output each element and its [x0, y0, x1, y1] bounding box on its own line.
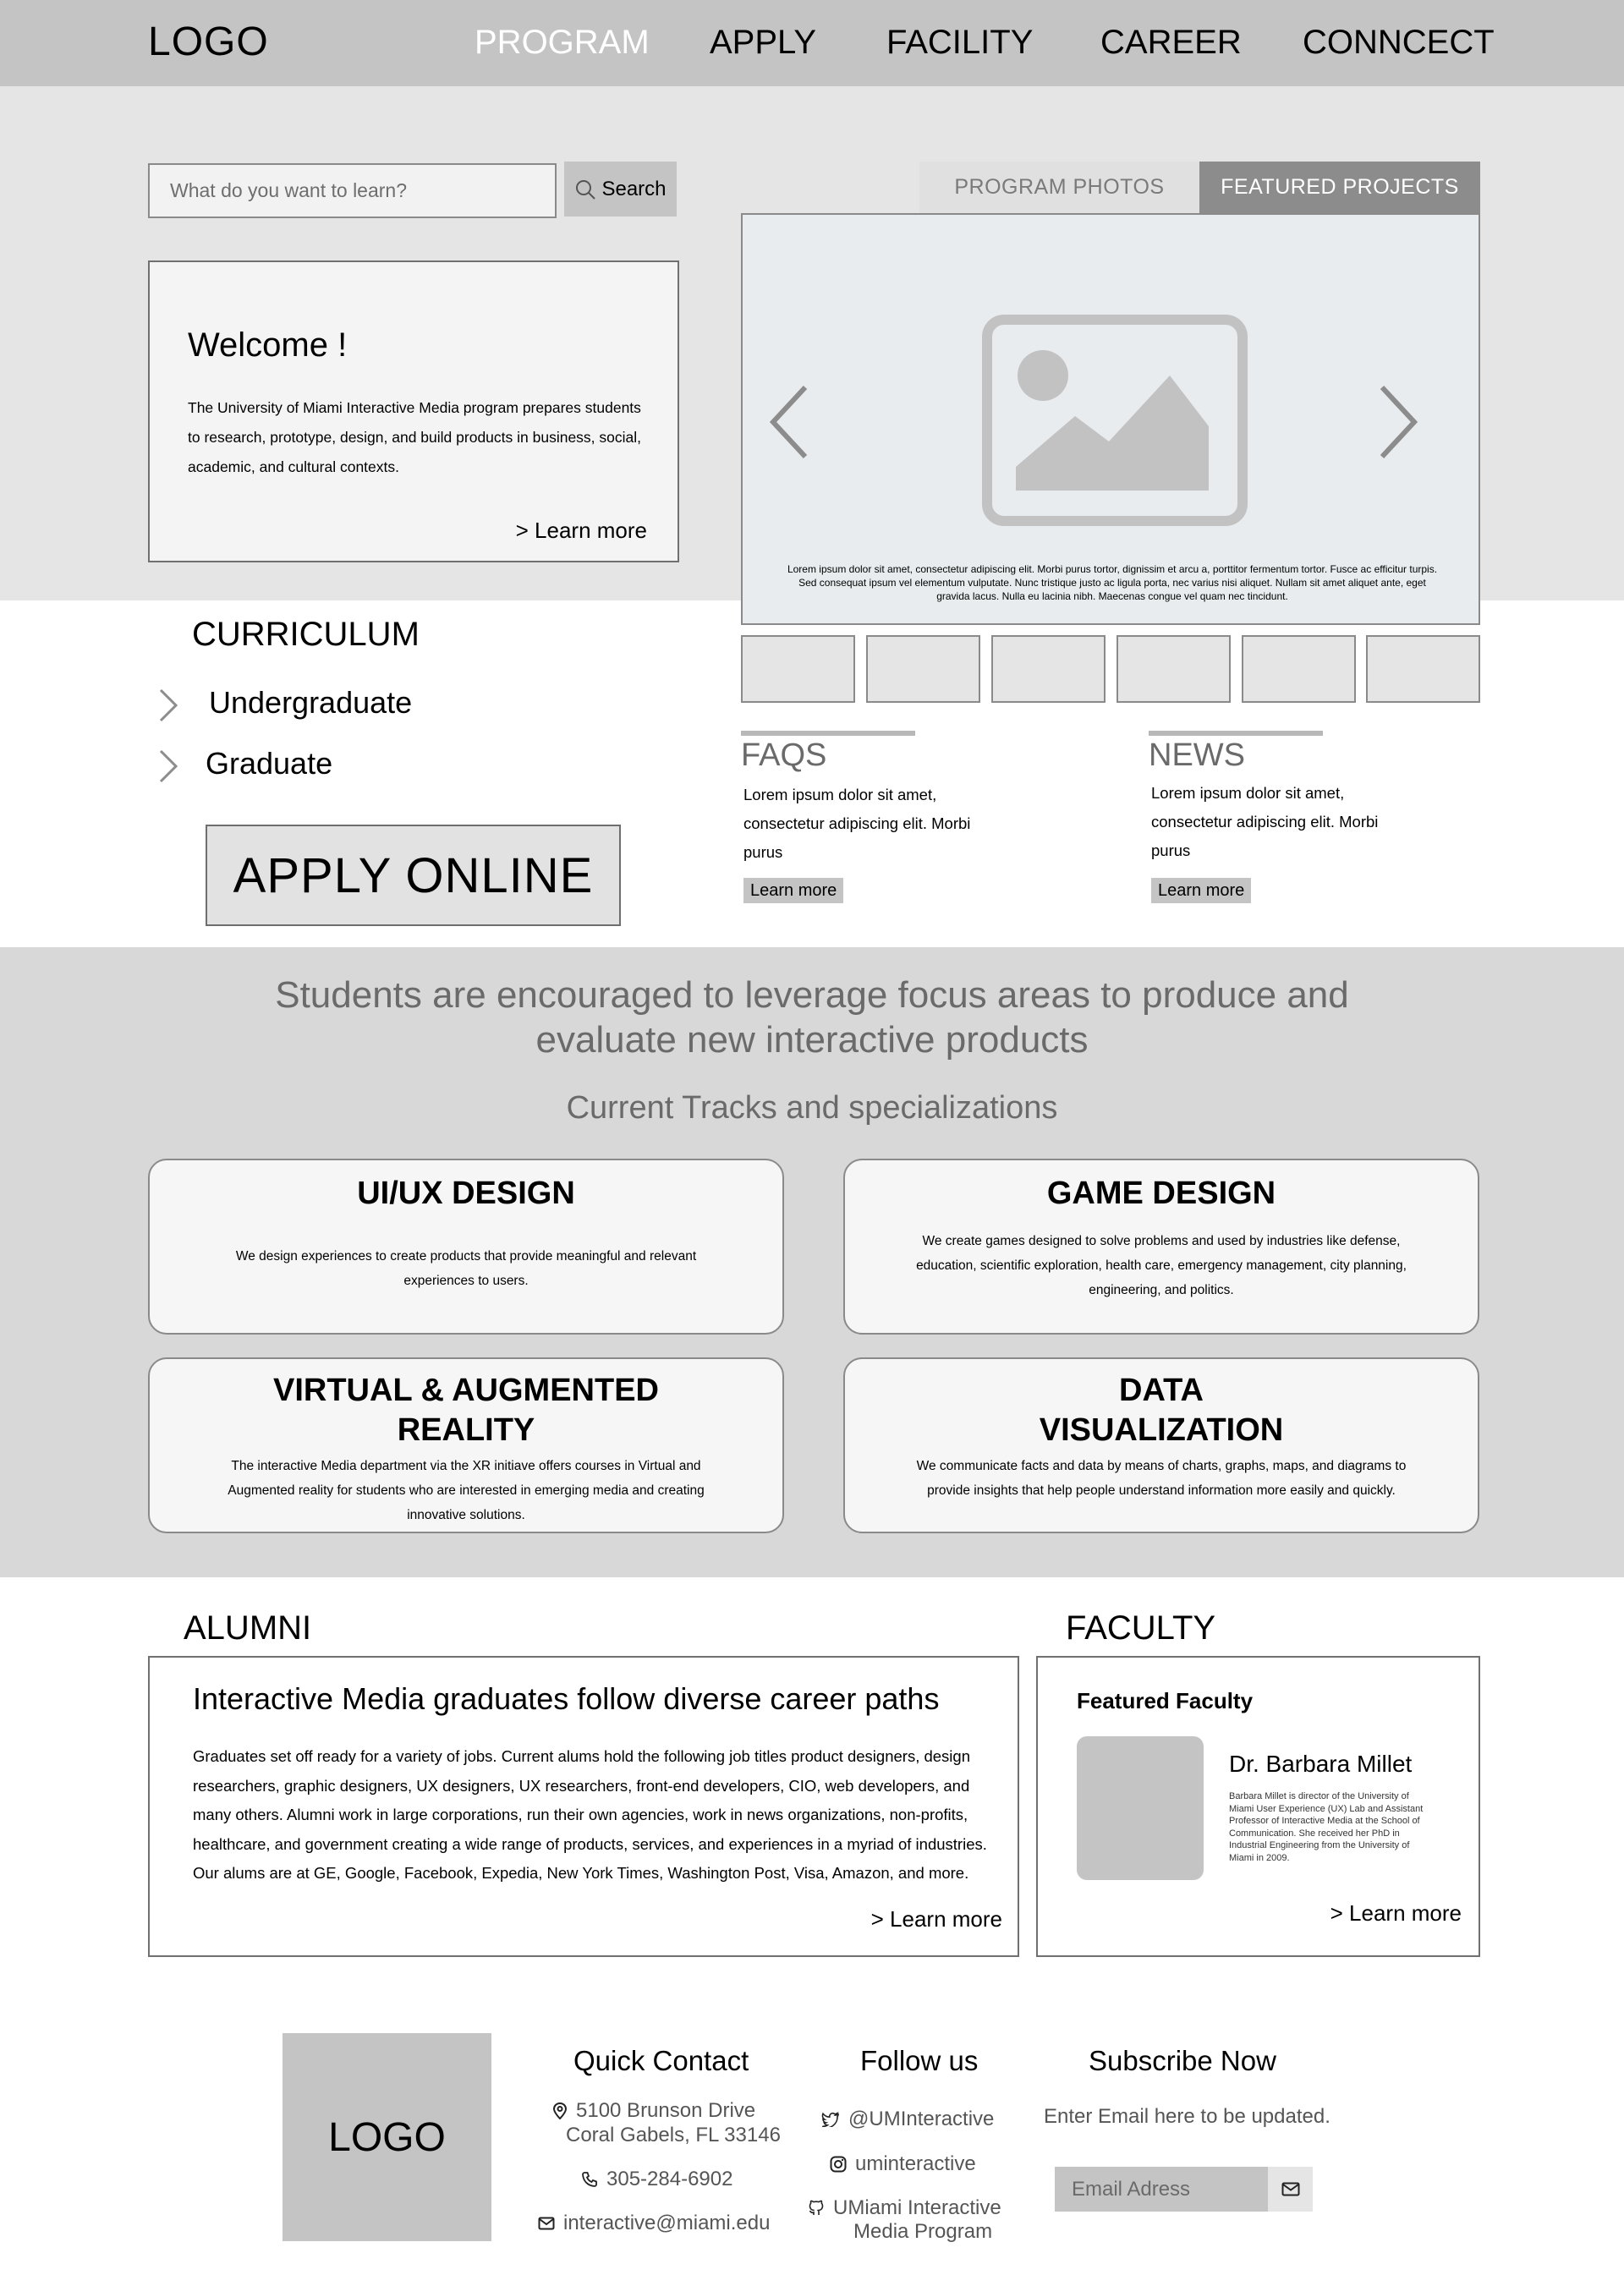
track-card-uiux[interactable]	[148, 1159, 784, 1335]
email-address: interactive@miami.edu	[563, 2212, 771, 2234]
faculty-name: Dr. Barbara Millet	[1229, 1751, 1413, 1777]
faculty-photo	[1077, 1736, 1204, 1880]
twitter-handle: @UMInteractive	[848, 2108, 995, 2130]
news-title: NEWS	[1149, 737, 1245, 773]
phone-number: 305-284-6902	[606, 2168, 733, 2190]
search-input[interactable]	[148, 163, 557, 218]
github-link[interactable]	[808, 2196, 1001, 2220]
thumbnail[interactable]	[1116, 635, 1231, 703]
phone-icon	[581, 2171, 598, 2188]
quick-contact-title: Quick Contact	[573, 2045, 749, 2076]
tracks-heading	[0, 973, 1624, 1062]
tracks-heading-text: Students are encouraged to leverage focus areas to produce and evaluate new interactive products	[275, 974, 1349, 1061]
thumbnail[interactable]	[1366, 635, 1480, 703]
image-carousel	[741, 213, 1480, 625]
track-text: The interactive Media department via the XR initiave offers courses in Virtual and Augmented reality for students who are interested in emerging media and creating innovative solutions.	[228, 1459, 705, 1522]
footer-logo[interactable]: LOGO	[283, 2033, 491, 2241]
faqs-title: FAQS	[741, 737, 827, 773]
follow-us-title: Follow us	[860, 2045, 979, 2076]
news-learn-more-button[interactable]: Learn more	[1151, 878, 1251, 903]
welcome-card	[148, 260, 679, 562]
address-line	[552, 2099, 755, 2123]
news-text: Lorem ipsum dolor sit amet, consectetur adipiscing elit. Morbi purus	[1151, 784, 1379, 859]
address-line-2: Coral Gabels, FL 33146	[566, 2124, 781, 2146]
instagram-link[interactable]	[830, 2152, 976, 2176]
track-title: DATA VISUALIZATION	[1039, 1373, 1284, 1448]
github-icon	[808, 2200, 825, 2217]
location-pin-icon	[552, 2102, 568, 2119]
featured-faculty-label: Featured Faculty	[1077, 1688, 1254, 1713]
github-label-2: Media Program	[853, 2220, 993, 2243]
chevron-right-icon[interactable]	[1377, 384, 1419, 464]
apply-online-button[interactable]: APPLY ONLINE	[206, 825, 621, 926]
news-divider	[1149, 731, 1323, 736]
nav-item-program[interactable]: PROGRAM	[475, 24, 650, 61]
tracks-subheading: Current Tracks and specializations	[566, 1090, 1058, 1126]
alumni-card	[148, 1656, 1019, 1957]
alumni-heading: ALUMNI	[184, 1609, 312, 1647]
welcome-title: Welcome !	[188, 326, 348, 364]
instagram-icon	[830, 2156, 847, 2173]
track-card-game-design[interactable]	[843, 1159, 1479, 1335]
curriculum-item-undergraduate[interactable]: Undergraduate	[209, 685, 413, 720]
tab-program-photos[interactable]: PROGRAM PHOTOS	[919, 162, 1199, 213]
faculty-card	[1036, 1656, 1480, 1957]
track-title: GAME DESIGN	[1046, 1176, 1276, 1211]
curriculum-title: CURRICULUM	[192, 616, 420, 653]
top-nav	[0, 0, 1624, 86]
twitter-link[interactable]	[821, 2108, 994, 2131]
search-icon	[574, 178, 596, 200]
welcome-learn-more-link[interactable]: > Learn more	[515, 518, 647, 543]
alumni-title: Interactive Media graduates follow diverse career paths	[193, 1681, 940, 1716]
subscribe-title: Subscribe Now	[1089, 2045, 1276, 2076]
carousel-caption: Lorem ipsum dolor sit amet, consectetur adipiscing elit. Morbi purus tortor, dignissim et arcu a, porttitor fermentum tortor. Fusce ac efficitur turpis. Sed consequat ipsum vel elementum vulputate. Nunc tristique justo ac ligula porta, nec varius nisi aliquet. Nullam sit amet aliquet ante, eget gravida lacus. Nulla eu lacinia nibh. Maecenas congue vel quam nec tincidunt.	[787, 563, 1438, 602]
github-label-1: UMiami Interactive	[833, 2196, 1001, 2219]
faqs-text: Lorem ipsum dolor sit amet, consectetur adipiscing elit. Morbi purus	[743, 786, 971, 861]
faqs-divider	[741, 731, 915, 736]
track-title: UI/UX DESIGN	[357, 1176, 575, 1211]
twitter-icon	[821, 2112, 840, 2127]
faculty-learn-more-link[interactable]: > Learn more	[1330, 1900, 1462, 1926]
track-text: We design experiences to create products that provide meaningful and relevant experiences to users.	[235, 1249, 697, 1288]
tab-featured-projects[interactable]: FEATURED PROJECTS	[1199, 162, 1480, 213]
track-card-data-visualization[interactable]	[843, 1357, 1479, 1533]
nav-logo[interactable]: LOGO	[148, 19, 269, 64]
track-text: We communicate facts and data by means of charts, graphs, maps, and diagrams to provide insights that help people understand information more easily and quickly.	[916, 1459, 1407, 1498]
track-text: We create games designed to solve problems and used by industries like defense, education, scientific exploration, health care, emergency management, city planning, engineering, and politics.	[916, 1234, 1407, 1297]
nav-item-career[interactable]: CAREER	[1100, 24, 1242, 61]
chevron-left-icon[interactable]	[768, 384, 810, 464]
nav-item-facility[interactable]: FACILITY	[886, 24, 1034, 61]
faculty-bio: Barbara Millet is director of the University of Miami User Experience (UX) Lab and Assistant Professor of Interactive Media at the School of Communication. She received her PhD in Industrial Engineering from the University of Miami in 2009.	[1229, 1791, 1424, 1863]
image-placeholder-icon	[982, 315, 1248, 530]
alumni-text: Graduates set off ready for a variety of jobs. Current alums hold the following job titles product designers, design researchers, graphic designers, UX designers, UX researchers, front-end developers, CIO, web developers, and many others. Alumni work in large corporations, run their own agencies, work in news organizations, non-profits, healthcare, and government creating a wide range of products, services, and experiences in a myriad of industries. Our alums are at GE, Google, Facebook, Expedia, New York Times, Washington Post, Visa, Amazon, and more.	[193, 1747, 987, 1883]
address-line-1: 5100 Brunson Drive	[576, 2099, 756, 2122]
thumbnail[interactable]	[866, 635, 980, 703]
faqs-learn-more-button[interactable]: Learn more	[743, 878, 843, 903]
mail-icon	[538, 2217, 555, 2230]
email-line[interactable]	[538, 2212, 770, 2235]
thumbnail[interactable]	[991, 635, 1106, 703]
curriculum-item-graduate[interactable]: Graduate	[206, 746, 333, 781]
chevron-right-icon[interactable]	[158, 688, 178, 727]
instagram-handle: uminteractive	[855, 2152, 976, 2175]
search-button-label: Search	[601, 177, 667, 200]
track-title: VIRTUAL & AUGMENTED REALITY	[273, 1373, 659, 1448]
nav-item-apply[interactable]: APPLY	[710, 24, 816, 61]
nav-item-connect[interactable]: CONNCECT	[1303, 24, 1495, 61]
thumbnail[interactable]	[1242, 635, 1356, 703]
track-card-vr-ar[interactable]	[148, 1357, 784, 1533]
welcome-text: The University of Miami Interactive Media program prepares students to research, prototype, design, and build products in business, social, academic, and cultural contexts.	[188, 399, 642, 475]
mail-icon	[1281, 2182, 1300, 2196]
faculty-heading: FACULTY	[1066, 1609, 1216, 1647]
search-button[interactable]	[564, 162, 677, 217]
chevron-right-icon[interactable]	[158, 748, 178, 788]
email-field[interactable]	[1055, 2167, 1268, 2212]
phone-line[interactable]	[581, 2168, 732, 2191]
subscribe-button[interactable]	[1268, 2167, 1313, 2212]
subscribe-text: Enter Email here to be updated.	[1044, 2105, 1330, 2128]
alumni-learn-more-link[interactable]: > Learn more	[870, 1906, 1002, 1932]
thumbnail[interactable]	[741, 635, 855, 703]
